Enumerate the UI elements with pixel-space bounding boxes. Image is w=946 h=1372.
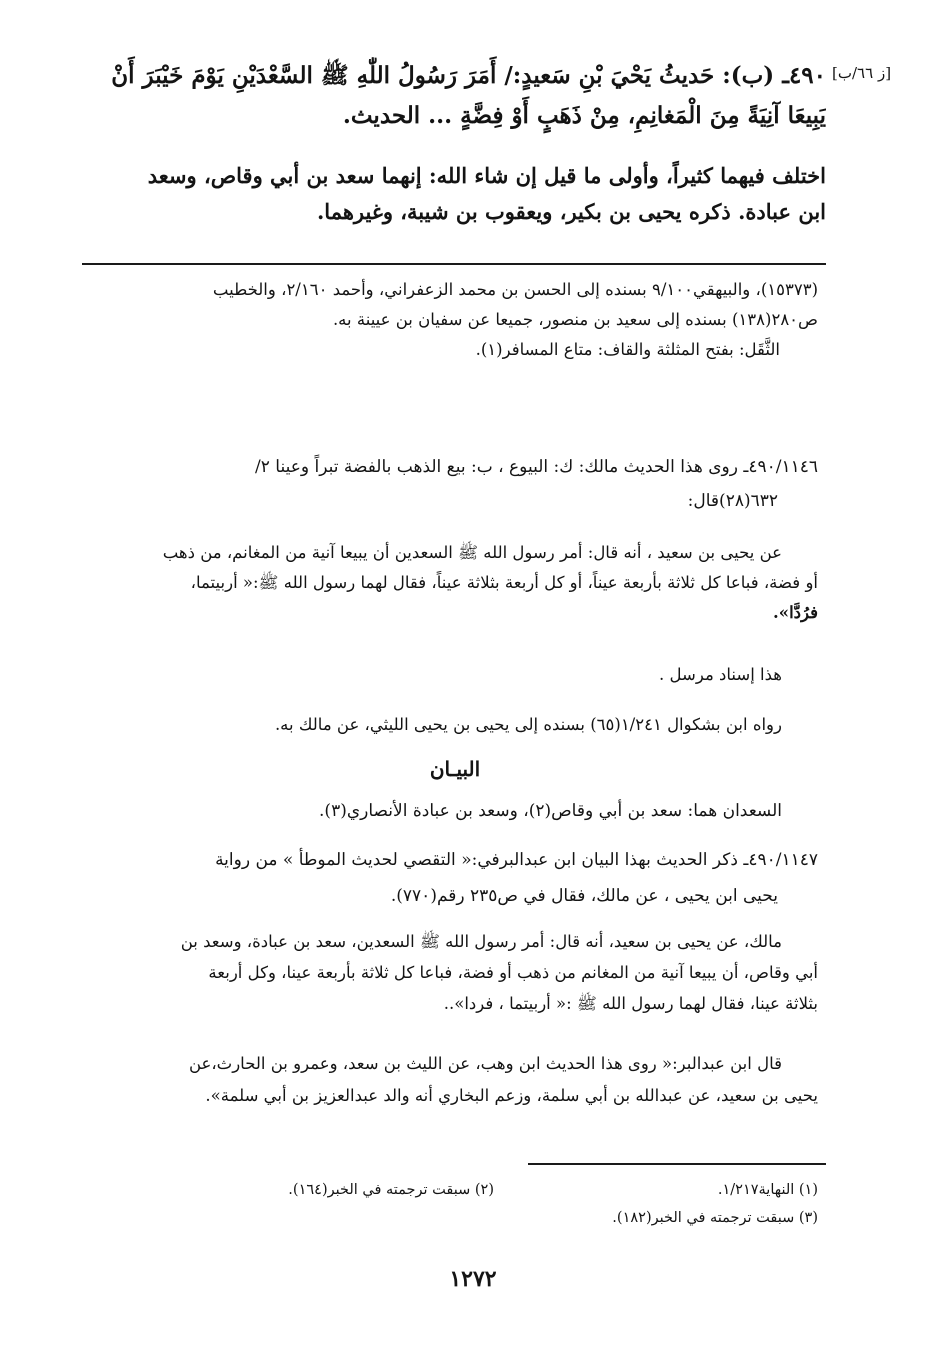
entry-1146-line: ٤٩٠/١١٤٦ـ روى هذا الحديث مالك: ك: البيوع ، ب: بيع الذهب بالفضة تبراً وعينا ٢/ — [255, 457, 818, 477]
footnote-2: (٢) سبقت ترجمته في الخبر(١٦٤). — [288, 1182, 494, 1198]
entry-1147-line: ٤٩٠/١١٤٧ـ ذكر الحديث بهذا البيان ابن عبدالبرفي:« التقصي لحديث الموطأ » من رواية — [215, 850, 818, 870]
narration-line: عن يحيى بن سعيد ، أنه قال: أمر رسول الله ﷺ السعدين أن يبيعا آنية من المغانم، من ذهب — [162, 543, 782, 562]
narration-line: أو فضة، فباعا كل ثلاثة بأربعة عيناً، أو كل أربعة بثلاثة عيناً، فقال لهما رسول الله ﷺ:« أربيتما، — [190, 573, 818, 592]
entry-1146-line: ٦٣٢(٢٨)قال: — [687, 491, 778, 511]
takhrij-notes — [84, 275, 818, 365]
commentary-line: اختلف فيهما كثيراً، وأولى ما قيل إن شاء الله: إنهما سعد بن أبي وقاص، وسعد — [147, 163, 826, 188]
mursal-line: هذا إسناد مرسل . — [659, 665, 782, 684]
malik-line: مالك، عن يحيى بن سعيد، أنه قال: أمر رسول الله ﷺ السعدين، سعد بن عبادة، وسعد بن — [180, 932, 782, 951]
bayan-heading: البيـان — [429, 757, 481, 781]
entry-1146 — [84, 450, 818, 518]
page-number: ١٢٧٢ — [449, 1266, 497, 1292]
quote-line: يحيى بن سعيد، عن عبدالله بن أبي سلمة، وزعم البخاري أنه والد عبدالعزيز بن أبي سلمة». — [205, 1086, 818, 1105]
footnote-1: (١) النهاية١/٢١٧. — [717, 1182, 818, 1198]
bashkuwal-note — [84, 710, 818, 740]
hadith-line: ٤٩٠ـ (ب): حَديثُ يَحْيَ بْنِ سَعيدٍ:/ أَمَرَ رَسُولُ اللّٰهِ ﷺ السَّعْدَيْنِ يَوْمَ خَيْبَرَ أَنْ — [111, 62, 826, 89]
saadan-text: السعدان هما: سعد بن أبي وقاص(٢)، وسعد بن عبادة الأنصاري(٣). — [319, 801, 782, 821]
malik-line: أبي وقاص، أن يبيعا آنية من المغانم من ذهب أو فضة، فباعا كل ثلاثة بأربعة عينا، وكل أربعة — [208, 963, 818, 982]
mursal-note — [84, 660, 818, 690]
takhrij-line: ص٢٨٠(١٣٨) بسنده إلى سعيد بن منصور، جميعا عن سفيان بن عيينة به. — [332, 310, 818, 329]
yahya-narration — [84, 538, 818, 628]
entry-1147 — [84, 842, 818, 914]
entry-1147-line: يحيى ابن يحيى ، عن مالك، فقال في ص٢٣٥ رقم(٧٧٠). — [390, 886, 778, 906]
commentary-line: ابن عبادة. ذكره يحيى بن بكير، ويعقوب بن شيبة، وغيرهما. — [316, 199, 826, 224]
footnote-3: (٣) سبقت ترجمته في الخبر(١٨٢). — [612, 1210, 818, 1226]
bashkuwal-line: رواه ابن بشكوال ١/٢٤١(٦٥) بسنده إلى يحيى بن يحيى الليثي، عن مالك به. — [274, 715, 782, 734]
malik-line: بثلاثة عينا، فقال لهما رسول الله ﷺ :« أربيتما ، فردا».. — [443, 994, 818, 1013]
notes-separator — [82, 263, 826, 265]
takhrij-line: (١٥٣٧٣)، والبيهقي٩/١٠٠ بسنده إلى الحسن بن محمد الزعفراني، وأحمد ٢/١٦٠، والخطيب — [212, 280, 818, 299]
ibn-abdulbarr-quote — [84, 1048, 818, 1112]
hadith-line: يَبِيعَا آنِيَةً مِنَ الْمَغانِمِ، مِنْ ذَهَبٍ أَوْ فِضَّةٍ ... الحديث. — [342, 102, 826, 129]
gloss-line: الثَّقَل: بفتح المثلثة والقاف: متاع المسافر(١). — [475, 340, 780, 359]
hadith-text — [78, 56, 826, 136]
saadan-line — [84, 796, 818, 826]
commentary-paragraph — [78, 158, 826, 230]
footnote-separator — [528, 1163, 826, 1165]
margin-reference: [ز ٦٦/ب] — [832, 64, 892, 82]
narration-line: فرُدَّا». — [773, 603, 818, 622]
malik-narration — [84, 926, 818, 1019]
quote-line: قال ابن عبدالبر:« روى هذا الحديث ابن وهب، عن الليث بن سعد، وعمرو بن الحارث،عن — [188, 1054, 782, 1073]
